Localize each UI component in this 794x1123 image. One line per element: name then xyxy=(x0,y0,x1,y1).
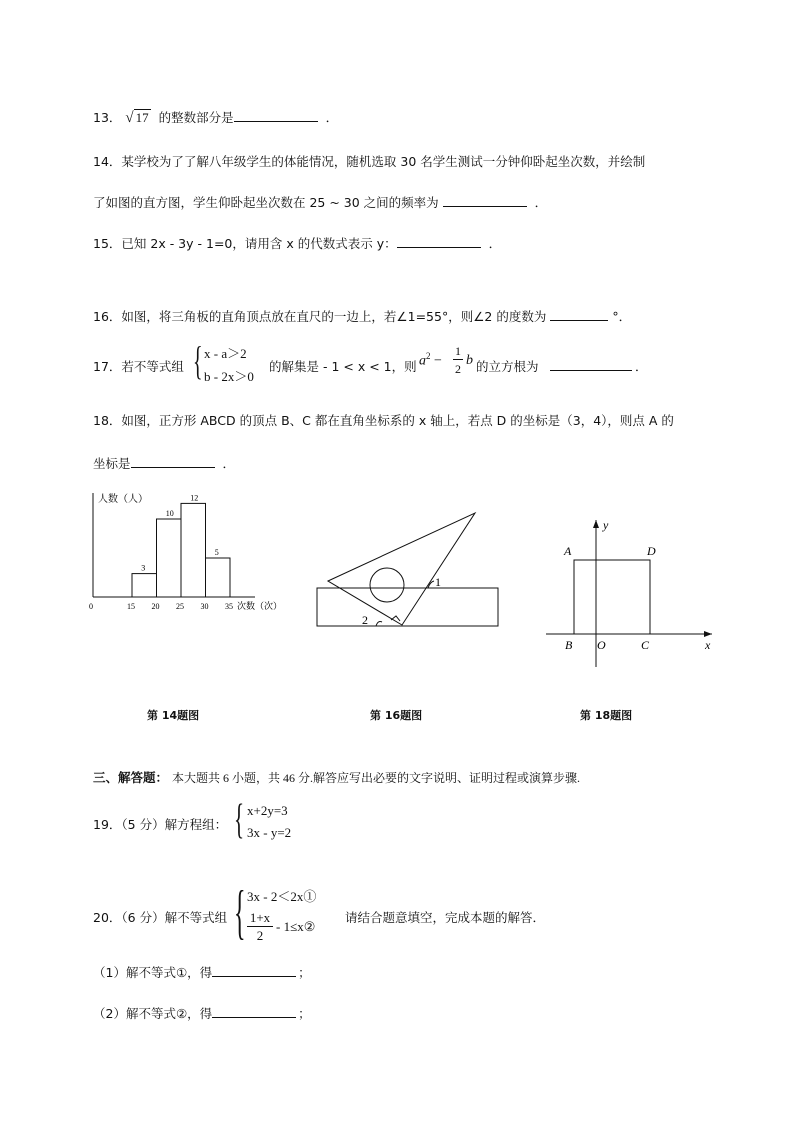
caption-fig14: 第 14题图 xyxy=(147,709,200,722)
angle-2-label: 2 xyxy=(362,613,368,627)
q17-frac-num: 1 xyxy=(455,344,461,358)
label-D: D xyxy=(647,544,656,558)
q18-text: 坐标是 xyxy=(93,456,131,471)
q15-text: 15．已知 2x - 3y - 1=0，请用含 x 的代数式表示 y： xyxy=(93,236,397,251)
q16-answer-blank[interactable] xyxy=(550,307,608,321)
bar-value-label: 5 xyxy=(214,548,219,557)
label-A: A xyxy=(564,544,572,558)
bar-value-label: 10 xyxy=(165,509,174,518)
q18-answer-blank[interactable] xyxy=(131,454,215,468)
q17-end: ． xyxy=(635,359,648,374)
q17-answer-blank[interactable] xyxy=(550,357,632,371)
triangle-ruler-figure xyxy=(310,508,505,633)
label-y: y xyxy=(603,518,609,532)
question-18-line1: 18．如图，正方形 ABCD 的顶点 B、C 都在直角坐标系的 x 轴上，若点 D 的坐标是（3，4），则点 A 的 xyxy=(93,413,674,428)
q17-ineq2: b - 2x＞0 xyxy=(204,369,254,384)
q14-text: 了如图的直方图，学生仰卧起坐次数在 25 ~ 30 之间的频率为 xyxy=(93,195,439,210)
q13-answer-blank[interactable] xyxy=(234,108,318,122)
q15-end: ． xyxy=(488,236,502,251)
question-13 xyxy=(93,108,338,127)
q17-mid: 的解集是 - 1 < x < 1，则 xyxy=(269,359,417,374)
histogram-bars xyxy=(132,493,230,597)
q19-prefix: 19．（5 分）解方程组： xyxy=(93,817,228,832)
set-square-hole xyxy=(370,568,404,602)
x-tick-label: 15 xyxy=(127,602,135,611)
q18-end: ． xyxy=(222,456,236,471)
q17-prefix: 17．若不等式组 xyxy=(93,359,184,374)
ruler xyxy=(317,588,498,626)
y-axis-arrow xyxy=(593,520,599,528)
set-square xyxy=(328,513,475,625)
q17-var-a: a xyxy=(419,353,426,369)
question-20 xyxy=(93,879,613,948)
x-tick-label: 30 xyxy=(200,602,209,611)
q17-brace: { xyxy=(193,338,203,383)
histogram-bar xyxy=(181,503,206,597)
q17-minus: − xyxy=(430,353,442,369)
q17-ineq1: x - a＞2 xyxy=(204,346,247,361)
q15-answer-blank[interactable] xyxy=(397,234,481,248)
label-B: B xyxy=(565,638,573,652)
q17-fraction xyxy=(453,343,463,378)
section-3-heading xyxy=(93,768,580,786)
q20-step-1 xyxy=(93,963,311,981)
q20-ineq1: 3x - 2＜2x① xyxy=(247,889,317,904)
q16-text: 16．如图，将三角板的直角顶点放在直尺的一边上，若∠1=55°，则∠2 的度数为 xyxy=(93,309,547,324)
q20-brace: { xyxy=(234,879,246,945)
bar-value-label: 3 xyxy=(141,563,146,573)
y-axis-label: 人数（人） xyxy=(98,494,148,505)
q20-step-2 xyxy=(93,1004,311,1022)
q17-frac-den: 2 xyxy=(455,362,461,376)
caption-fig18: 第 18题图 xyxy=(580,709,633,722)
square-ABCD xyxy=(574,560,650,634)
q20-step2-blank[interactable] xyxy=(212,1004,296,1018)
q20-ineq2-rest: - 1≤x② xyxy=(276,919,316,934)
q20-frac-den: 2 xyxy=(256,928,264,943)
q20-prefix: 20．（6 分）解不等式组 xyxy=(93,910,228,925)
x-tick-label: 25 xyxy=(176,602,184,611)
x-axis-arrow xyxy=(704,631,712,637)
q13-end: ． xyxy=(325,110,339,125)
question-18-line2 xyxy=(93,454,235,472)
question-16 xyxy=(93,307,631,325)
q19-brace: { xyxy=(234,797,245,843)
question-19 xyxy=(93,797,393,845)
question-15 xyxy=(93,234,501,252)
histogram-bar xyxy=(157,519,182,597)
question-14-line1: 14．某学校为了了解八年级学生的体能情况，随机选取 30 名学生测试一分钟仰卧起坐次数，并绘制 xyxy=(93,154,646,169)
x-tick-label: 20 xyxy=(151,602,160,611)
section-3-description: 本大题共 6 小题，共 46 分.解答应写出必要的文字说明、证明过程或演算步骤. xyxy=(172,771,581,785)
right-angle-mark xyxy=(391,616,400,621)
square-coordinate-figure xyxy=(540,515,720,675)
q16-end: °． xyxy=(612,309,632,324)
q13-number: 13． xyxy=(93,110,122,125)
q14-answer-blank[interactable] xyxy=(443,193,527,207)
histogram-ticks xyxy=(127,602,233,611)
q14-end: ． xyxy=(534,195,548,210)
q19-eq1: x+2y=3 xyxy=(247,803,288,818)
q17-exponent: 2 xyxy=(426,351,431,361)
q20-step2-semi: ； xyxy=(298,1006,311,1021)
q20-frac-num: 1+x xyxy=(247,910,273,927)
q20-step2-text: （2）解不等式②，得 xyxy=(93,1006,213,1021)
histogram-bar xyxy=(132,574,157,597)
label-x: x xyxy=(705,638,711,652)
label-C: C xyxy=(641,638,650,652)
q17-suffix: 的立方根为 xyxy=(476,359,539,374)
label-O: O xyxy=(597,638,606,652)
q20-step1-semi: ； xyxy=(298,965,311,980)
question-14-line2 xyxy=(93,193,547,211)
angle-1-label: 1 xyxy=(435,575,441,589)
x-tick-label: 35 xyxy=(225,602,233,611)
origin-label: 0 xyxy=(89,602,93,611)
q17-expression xyxy=(419,351,442,370)
angle-2-arc xyxy=(376,622,382,627)
q20-fraction xyxy=(247,910,273,945)
sqrt-symbol: √ xyxy=(125,110,134,126)
x-axis-label: 次数（次） xyxy=(237,601,283,611)
bar-value-label: 12 xyxy=(190,493,199,503)
q19-eq2: 3x - y=2 xyxy=(247,825,292,840)
q20-suffix: 请结合题意填空，完成本题的解答． xyxy=(345,910,546,925)
q13-text: 的整数部分是 xyxy=(158,110,234,125)
q13-radicand: 17 xyxy=(135,110,149,125)
q20-step1-text: （1）解不等式①，得 xyxy=(93,965,213,980)
q20-step1-blank[interactable] xyxy=(212,963,296,977)
section-3-title: 三、解答题： xyxy=(93,770,169,785)
histogram-chart xyxy=(80,485,290,620)
q17-var-b: b xyxy=(466,353,473,368)
histogram-bar xyxy=(206,558,231,597)
caption-fig16: 第 16题图 xyxy=(370,709,423,722)
